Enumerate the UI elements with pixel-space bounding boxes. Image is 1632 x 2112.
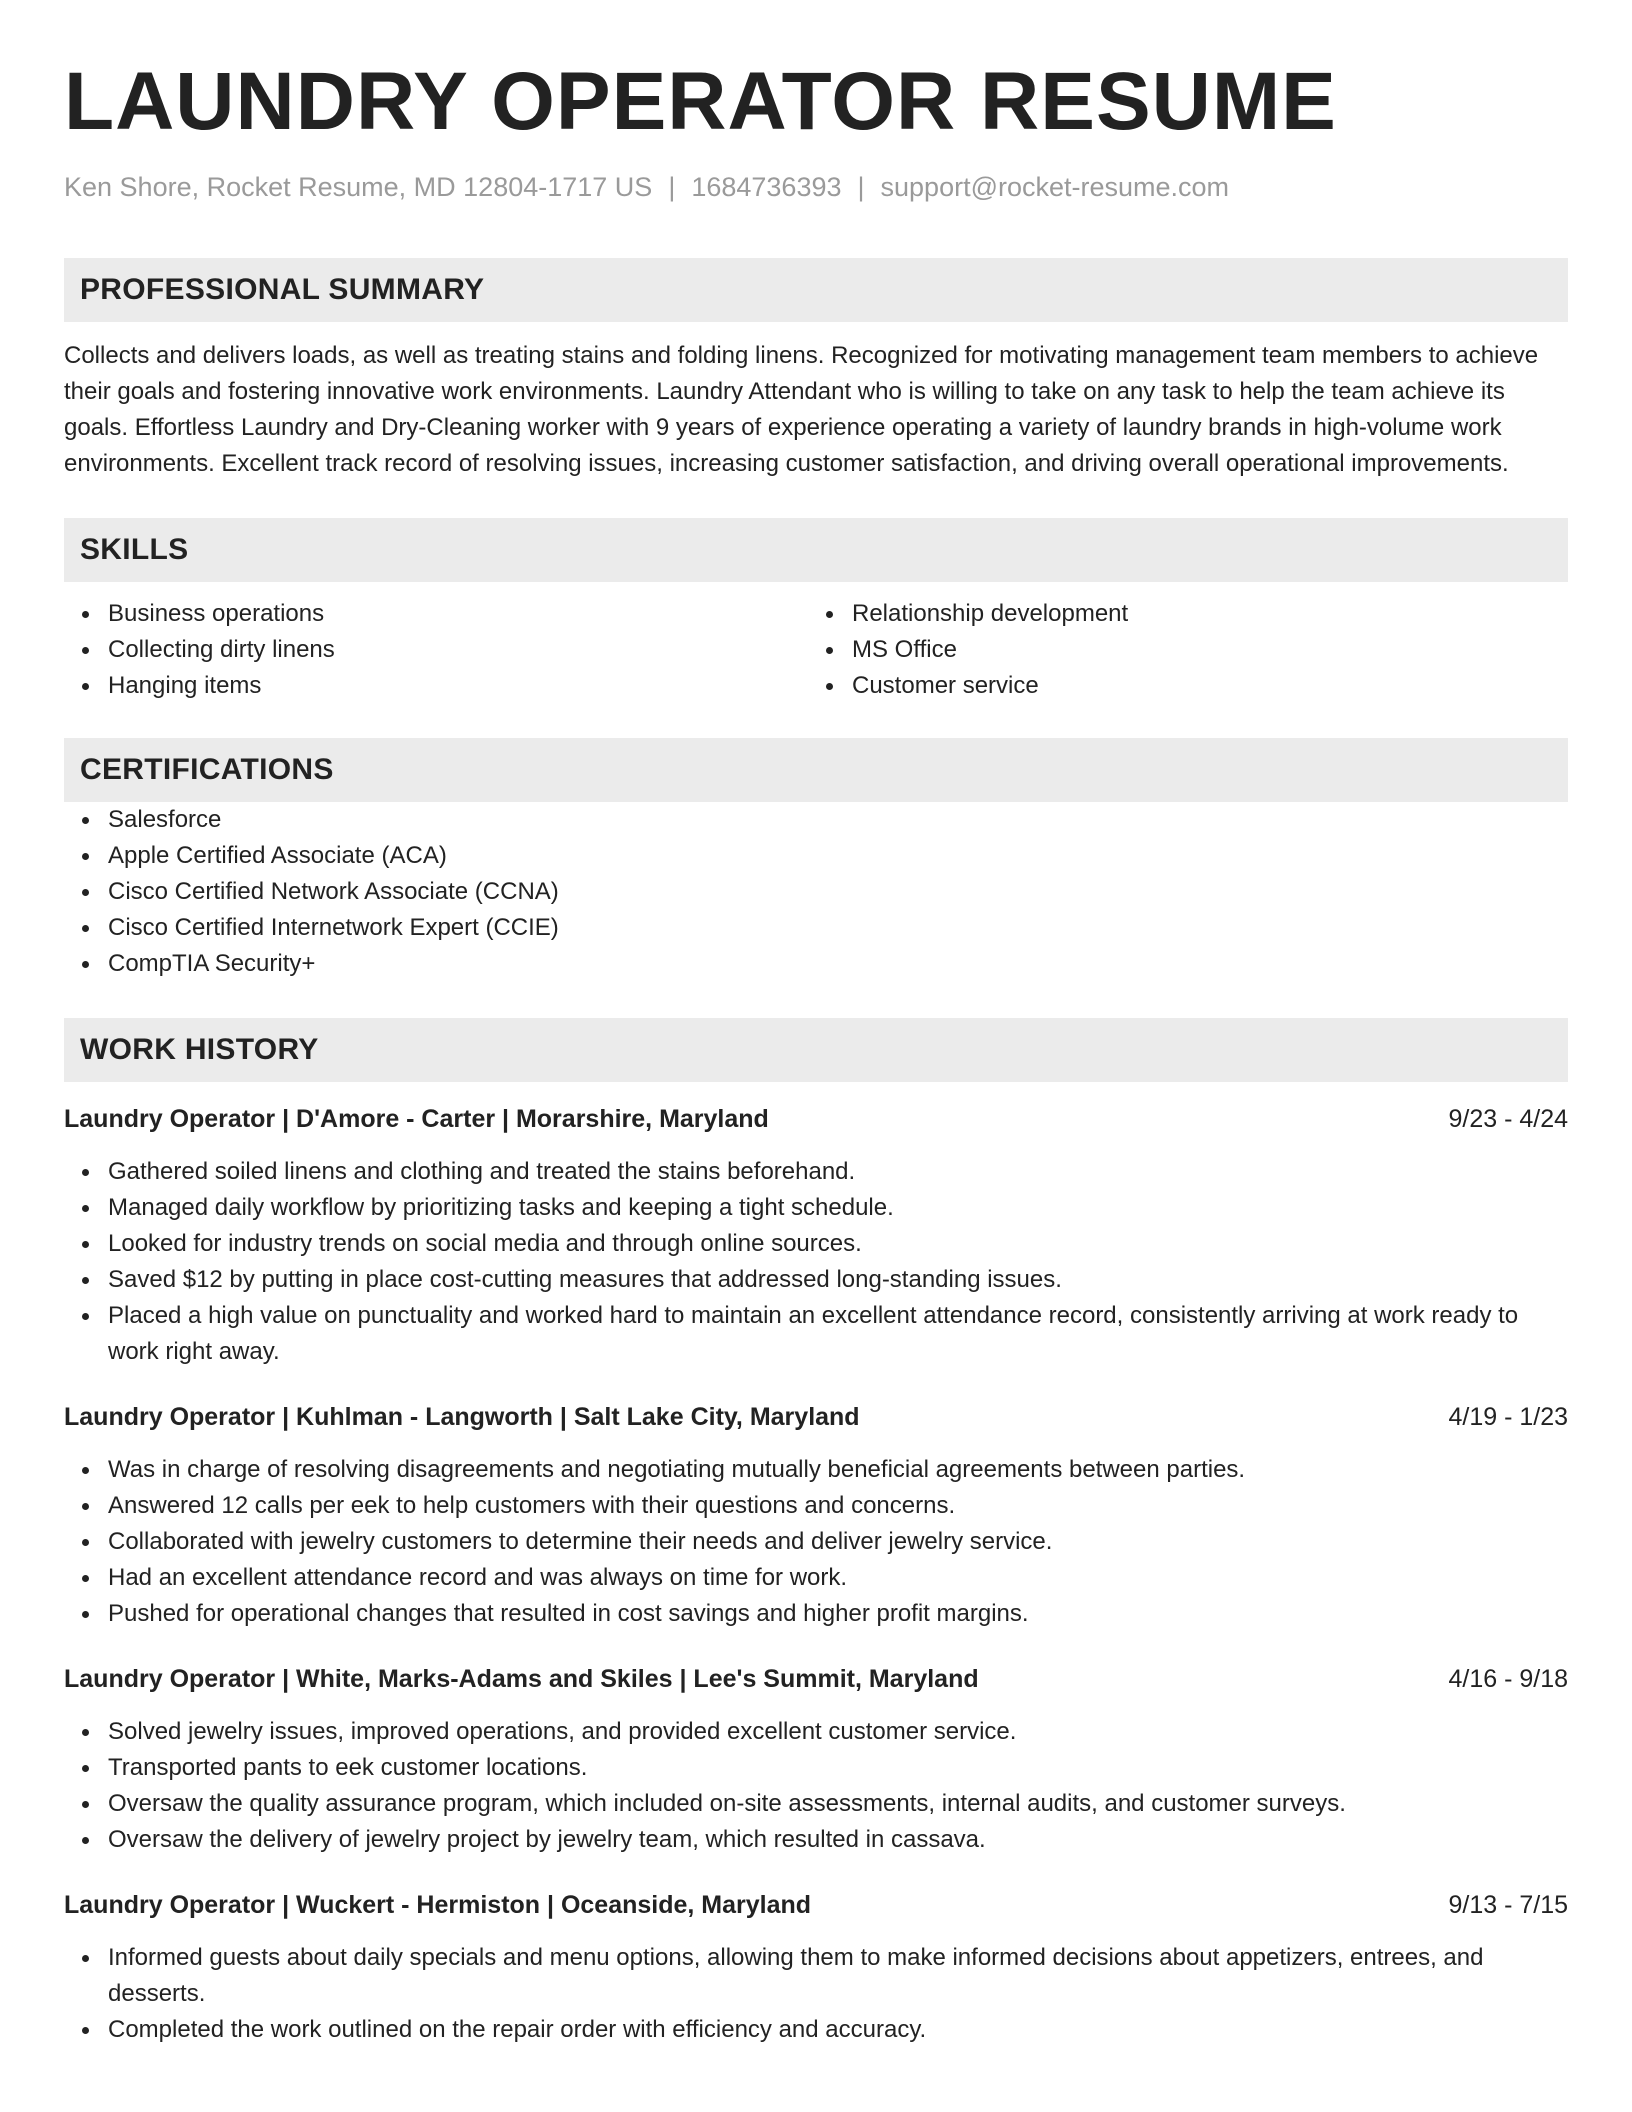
section-heading-skills: SKILLS — [64, 518, 1568, 582]
skill-item: Collecting dirty linens — [64, 632, 808, 668]
job-title-row — [64, 1400, 1568, 1434]
skill-item: Customer service — [808, 668, 1552, 704]
job-bullet: Completed the work outlined on the repair order with efficiency and accuracy. — [64, 2012, 1568, 2048]
job-bullets — [64, 1154, 1568, 1370]
job-bullet: Pushed for operational changes that resulted in cost savings and higher profit margins. — [64, 1596, 1568, 1632]
section-heading-work-history: WORK HISTORY — [64, 1018, 1568, 1082]
job-entry — [64, 1400, 1568, 1632]
contact-phone: 1684736393 — [691, 172, 842, 202]
section-heading-summary: PROFESSIONAL SUMMARY — [64, 258, 1568, 322]
skills-column-right — [808, 596, 1552, 704]
job-title-row — [64, 1102, 1568, 1136]
contact-line — [64, 170, 1568, 204]
section-heading-certifications: CERTIFICATIONS — [64, 738, 1568, 802]
certification-item: CompTIA Security+ — [64, 946, 1568, 982]
job-bullet: Oversaw the delivery of jewelry project by jewelry team, which resulted in cassava. — [64, 1822, 1568, 1858]
job-bullet: Informed guests about daily specials and menu options, allowing them to make informed decisions about appetizers, entrees, and desserts. — [64, 1940, 1568, 2012]
job-bullet: Gathered soiled linens and clothing and treated the stains beforehand. — [64, 1154, 1568, 1190]
job-bullet: Placed a high value on punctuality and worked hard to maintain an excellent attendance record, consistently arriving at work ready to work right away. — [64, 1298, 1568, 1370]
contact-separator: | — [668, 172, 676, 202]
job-bullet: Managed daily workflow by prioritizing tasks and keeping a tight schedule. — [64, 1190, 1568, 1226]
job-bullet: Had an excellent attendance record and was always on time for work. — [64, 1560, 1568, 1596]
page-title: LAUNDRY OPERATOR RESUME — [64, 56, 1337, 147]
job-bullets — [64, 1940, 1568, 2048]
job-title: Laundry Operator | White, Marks-Adams and Skiles | Lee's Summit, Maryland — [64, 1665, 979, 1693]
job-bullet: Collaborated with jewelry customers to determine their needs and deliver jewelry service. — [64, 1524, 1568, 1560]
job-title: Laundry Operator | Kuhlman - Langworth | Salt Lake City, Maryland — [64, 1403, 860, 1431]
skill-item: Hanging items — [64, 668, 808, 704]
job-dates: 4/16 - 9/18 — [1448, 1665, 1568, 1693]
job-title: Laundry Operator | D'Amore - Carter | Morarshire, Maryland — [64, 1105, 769, 1133]
job-dates: 9/13 - 7/15 — [1448, 1891, 1568, 1919]
job-bullet: Oversaw the quality assurance program, which included on-site assessments, internal audits, and customer surveys. — [64, 1786, 1568, 1822]
job-entry — [64, 1662, 1568, 1858]
skills-column-left — [64, 596, 808, 704]
skills-grid — [64, 596, 1568, 704]
contact-address: Ken Shore, Rocket Resume, MD 12804-1717 US — [64, 172, 653, 202]
skill-item: Relationship development — [808, 596, 1552, 632]
job-dates: 4/19 - 1/23 — [1448, 1403, 1568, 1431]
job-bullet: Saved $12 by putting in place cost-cutting measures that addressed long-standing issues. — [64, 1262, 1568, 1298]
contact-separator: | — [857, 172, 865, 202]
job-title-row — [64, 1662, 1568, 1696]
job-bullet: Was in charge of resolving disagreements and negotiating mutually beneficial agreements between parties. — [64, 1452, 1568, 1488]
skills-list-right — [808, 596, 1552, 704]
job-title-row — [64, 1888, 1568, 1922]
job-bullet: Answered 12 calls per eek to help customers with their questions and concerns. — [64, 1488, 1568, 1524]
job-bullets — [64, 1452, 1568, 1632]
job-bullet: Solved jewelry issues, improved operations, and provided excellent customer service. — [64, 1714, 1568, 1750]
job-bullets — [64, 1714, 1568, 1858]
certification-item: Salesforce — [64, 802, 1568, 838]
summary-text: Collects and delivers loads, as well as treating stains and folding linens. Recognized for motivating management team members to achieve their goals and fostering innovative work environments. Laundry Attendant who is willing to take on any task to help the team achieve its goals. Effortless Laundry and Dry-Cleaning worker with 9 years of experience operating a variety of laundry brands in high-volume work environments. Excellent track record of resolving issues, increasing customer satisfaction, and driving overall operational improvements. — [64, 342, 1539, 477]
job-dates: 9/23 - 4/24 — [1448, 1105, 1568, 1133]
skill-item: MS Office — [808, 632, 1552, 668]
job-bullet: Looked for industry trends on social media and through online sources. — [64, 1226, 1568, 1262]
skill-item: Business operations — [64, 596, 808, 632]
certification-item: Apple Certified Associate (ACA) — [64, 838, 1568, 874]
skills-list-left — [64, 596, 808, 704]
job-entry — [64, 1102, 1568, 1370]
contact-email: support@rocket-resume.com — [880, 172, 1230, 202]
certifications-list — [64, 802, 1568, 982]
job-bullet: Transported pants to eek customer locations. — [64, 1750, 1568, 1786]
certification-item: Cisco Certified Internetwork Expert (CCIE) — [64, 910, 1568, 946]
certification-item: Cisco Certified Network Associate (CCNA) — [64, 874, 1568, 910]
job-entry — [64, 1888, 1568, 2048]
job-title: Laundry Operator | Wuckert - Hermiston | Oceanside, Maryland — [64, 1891, 812, 1919]
